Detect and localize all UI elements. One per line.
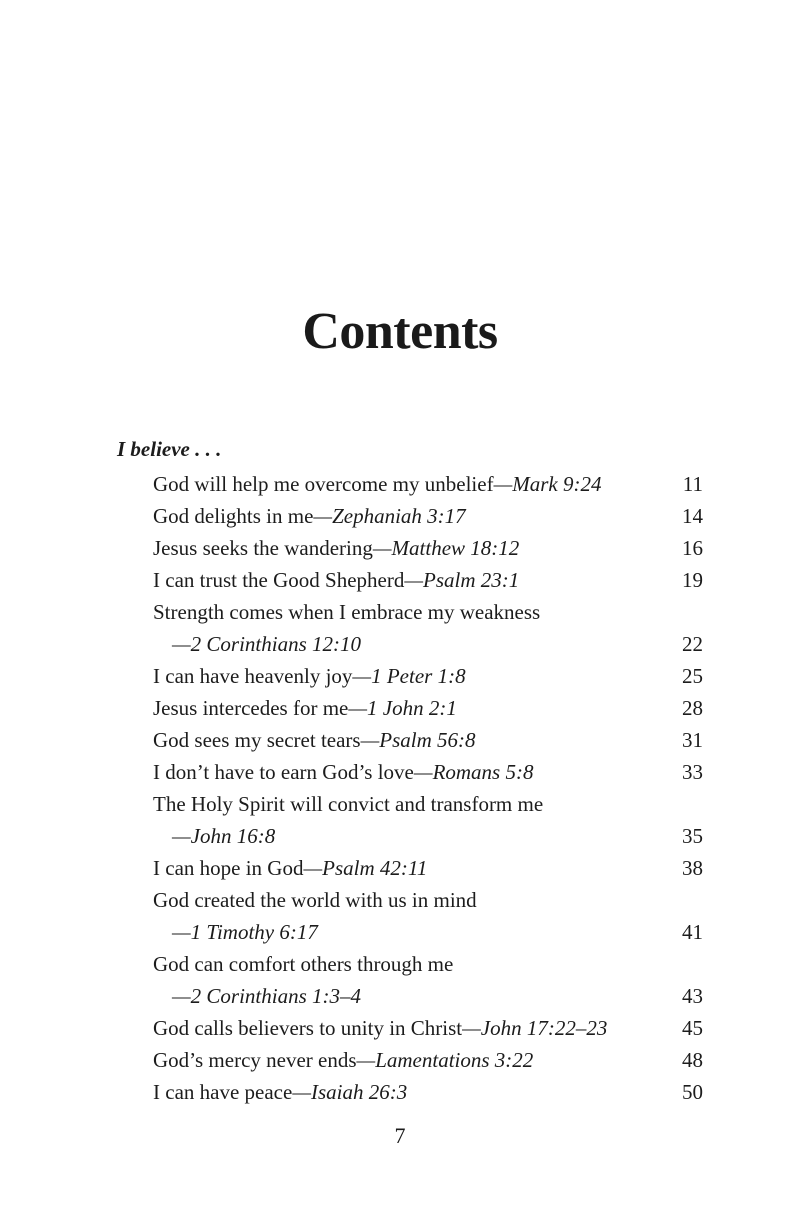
- entry-title: God delights in me: [153, 504, 314, 528]
- folio-page-number: 7: [394, 1123, 406, 1148]
- entry-title: God sees my secret tears: [153, 728, 361, 752]
- toc-entry[interactable]: [0, 1012, 800, 1044]
- page-number: 35: [682, 824, 703, 848]
- scripture-reference: —Mark 9:24: [493, 472, 602, 496]
- scripture-reference: —Psalm 42:11: [303, 856, 428, 880]
- entry-title: I can hope in God: [153, 856, 304, 880]
- toc-entry-continuation[interactable]: [0, 916, 800, 948]
- toc-entry-continuation[interactable]: [0, 628, 800, 660]
- scripture-reference: —Isaiah 26:3: [292, 1080, 408, 1104]
- toc-entry[interactable]: [0, 500, 800, 532]
- page-number: 19: [682, 568, 703, 592]
- toc-entry[interactable]: [0, 724, 800, 756]
- page-number: 41: [682, 920, 703, 944]
- scripture-reference: —2 Corinthians 1:3–4: [172, 984, 362, 1008]
- toc-entry[interactable]: [0, 660, 800, 692]
- page-number: 28: [682, 696, 703, 720]
- scripture-reference: —Romans 5:8: [413, 760, 534, 784]
- page-number: 22: [682, 632, 703, 656]
- scripture-reference: —1 John 2:1: [348, 696, 457, 720]
- entry-title: I can have peace: [153, 1080, 293, 1104]
- toc-entry[interactable]: [0, 788, 800, 820]
- entry-title: Strength comes when I embrace my weakness: [153, 600, 541, 624]
- entry-title: I can trust the Good Shepherd: [153, 568, 405, 592]
- entry-title: God’s mercy never ends: [153, 1048, 357, 1072]
- toc-entry[interactable]: [0, 948, 800, 980]
- scripture-reference: —Matthew 18:12: [372, 536, 520, 560]
- scripture-reference: —Psalm 23:1: [404, 568, 520, 592]
- scripture-reference: —1 Timothy 6:17: [172, 920, 318, 944]
- page-number: 45: [682, 1016, 703, 1040]
- entry-title: I don’t have to earn God’s love: [153, 760, 414, 784]
- scripture-reference: —Psalm 56:8: [360, 728, 476, 752]
- toc-entry[interactable]: [0, 1076, 800, 1108]
- page-title: Contents: [302, 303, 498, 360]
- scripture-reference: —John 17:22–23: [462, 1016, 608, 1040]
- page-number: 43: [682, 984, 703, 1008]
- page-number: 14: [682, 504, 703, 528]
- page-number: 25: [682, 664, 703, 688]
- entry-title: God can comfort others through me: [153, 952, 454, 976]
- entry-title: Jesus intercedes for me: [153, 696, 349, 720]
- toc-entry[interactable]: [0, 884, 800, 916]
- entry-title: God calls believers to unity in Christ: [153, 1016, 463, 1040]
- page-number: 48: [682, 1048, 703, 1072]
- toc-entry[interactable]: [0, 756, 800, 788]
- scripture-reference: —Lamentations 3:22: [356, 1048, 534, 1072]
- toc-entry[interactable]: [0, 564, 800, 596]
- entry-title: Jesus seeks the wandering: [153, 536, 373, 560]
- scripture-reference: —Zephaniah 3:17: [313, 504, 466, 528]
- page-number: 33: [682, 760, 703, 784]
- toc-entry-continuation[interactable]: [0, 980, 800, 1012]
- entry-title: I can have heavenly joy: [153, 664, 353, 688]
- toc-entry[interactable]: [0, 596, 800, 628]
- page-number: 11: [682, 472, 703, 496]
- toc-entry[interactable]: [0, 852, 800, 884]
- toc-entry-continuation[interactable]: [0, 820, 800, 852]
- table-of-contents: [0, 468, 800, 1108]
- scripture-reference: —John 16:8: [172, 824, 276, 848]
- toc-entry[interactable]: [0, 692, 800, 724]
- entry-title: God created the world with us in mind: [153, 888, 477, 912]
- toc-entry[interactable]: [0, 468, 800, 500]
- entry-title: God will help me overcome my unbelief: [153, 472, 494, 496]
- page-number: 16: [682, 536, 703, 560]
- section-heading: I believe . . .: [117, 437, 222, 461]
- toc-entry[interactable]: [0, 532, 800, 564]
- scripture-reference: —2 Corinthians 12:10: [172, 632, 362, 656]
- entry-title: The Holy Spirit will convict and transform me: [153, 792, 544, 816]
- toc-entry[interactable]: [0, 1044, 800, 1076]
- scripture-reference: —1 Peter 1:8: [352, 664, 466, 688]
- page-number: 50: [682, 1080, 703, 1104]
- page-number: 38: [682, 856, 703, 880]
- page-number: 31: [682, 728, 703, 752]
